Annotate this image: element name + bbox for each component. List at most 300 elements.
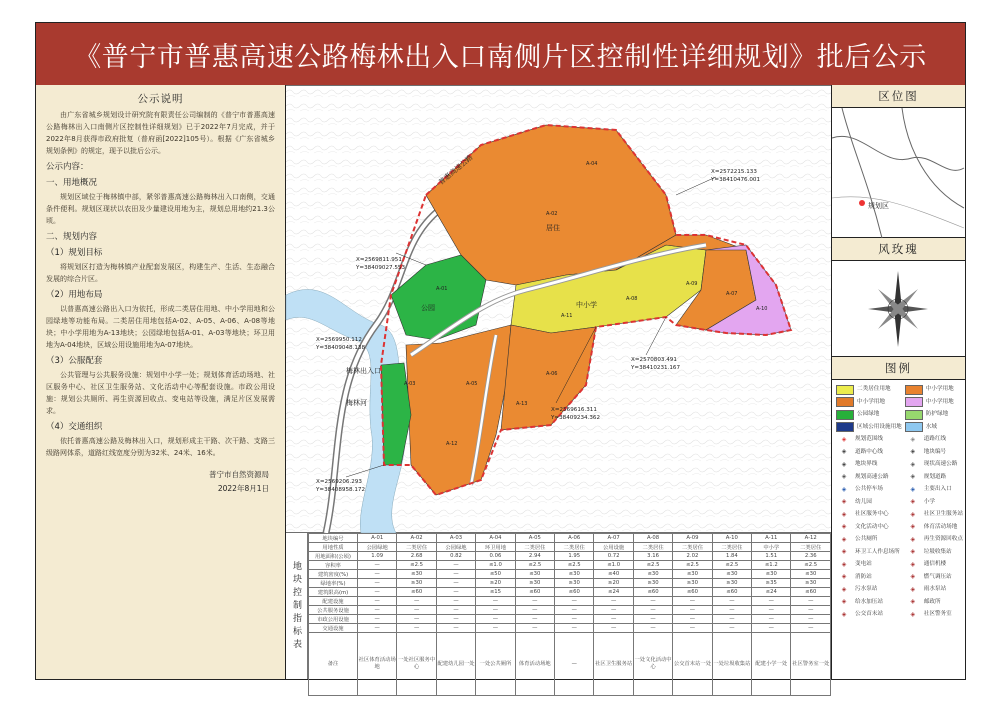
table-cell: 1.51 bbox=[752, 552, 791, 561]
legend-item bbox=[905, 409, 963, 421]
land-use-map-svg bbox=[286, 85, 831, 533]
table-cell: — bbox=[712, 597, 751, 606]
table-cell: — bbox=[633, 597, 672, 606]
legend-item bbox=[905, 484, 963, 496]
legend-item bbox=[836, 547, 902, 559]
legend-item bbox=[905, 422, 963, 434]
legend-label: 中小学用地 bbox=[925, 398, 954, 405]
legend-swatch-icon: ◈ bbox=[841, 523, 847, 531]
legend-item bbox=[836, 484, 902, 496]
legend-label: 二类居住用地 bbox=[857, 386, 891, 392]
table-cell: — bbox=[752, 624, 791, 633]
legend-item bbox=[905, 534, 963, 546]
parcel-code-label: A-04 bbox=[586, 161, 598, 167]
coord-3-x: X=2569950.112 bbox=[316, 337, 362, 343]
legend-grid bbox=[832, 380, 965, 625]
table-cell: — bbox=[633, 615, 672, 624]
table-cell: — bbox=[594, 615, 633, 624]
table-cell: ≤60 bbox=[555, 588, 594, 597]
table-row-label: 建筑密度(%) bbox=[309, 570, 358, 579]
table-cell: ≤2.5 bbox=[791, 561, 831, 570]
table-cell: ≤30 bbox=[633, 570, 672, 579]
table-cell: — bbox=[712, 615, 751, 624]
legend-label: 地块编号 bbox=[923, 448, 947, 455]
section-2-4-heading: （4）交通组织 bbox=[46, 422, 103, 432]
table-cell: ≤60 bbox=[673, 588, 712, 597]
table-cell: ≤2.5 bbox=[673, 561, 712, 570]
table-cell: 一处文化活动中心 bbox=[633, 633, 672, 696]
table-cell: 一处社区服务中心 bbox=[397, 633, 436, 696]
parcel-code-label: A-01 bbox=[436, 286, 448, 292]
legend-swatch-icon: ◈ bbox=[841, 548, 847, 556]
coord-5-x: X=2570803.491 bbox=[631, 357, 677, 363]
legend-label: 垃圾收集站 bbox=[923, 548, 952, 555]
legend-item bbox=[905, 559, 963, 571]
windrose-icon bbox=[868, 271, 928, 347]
section-2-2-heading: （2）用地布局 bbox=[46, 290, 103, 300]
table-cell: — bbox=[358, 570, 397, 579]
legend-label: 污水泵站 bbox=[855, 586, 878, 592]
map-label-residential: 居住 bbox=[546, 224, 560, 232]
table-cell: — bbox=[515, 615, 554, 624]
table-cell: — bbox=[791, 615, 831, 624]
side-panel bbox=[831, 85, 965, 679]
table-cell: — bbox=[358, 588, 397, 597]
table-cell: — bbox=[515, 597, 554, 606]
legend-swatch-icon: ◈ bbox=[841, 485, 847, 493]
table-cell: — bbox=[358, 624, 397, 633]
table-cell: 二类居住 bbox=[791, 543, 831, 552]
table-cell: — bbox=[436, 570, 475, 579]
parcel-code-label: A-08 bbox=[626, 296, 638, 302]
legend-swatch-icon bbox=[836, 385, 854, 395]
table-row bbox=[309, 615, 831, 624]
table-cell: ≤2.5 bbox=[712, 561, 751, 570]
legend-swatch-icon: ◈ bbox=[910, 573, 916, 581]
location-marker-label: 规划区 bbox=[868, 202, 889, 210]
table-cell: 2.36 bbox=[791, 552, 831, 561]
legend-swatch-icon: ◈ bbox=[910, 598, 916, 606]
table-cell: 3.16 bbox=[633, 552, 672, 561]
table-cell: 配建幼儿园一处 bbox=[436, 633, 475, 696]
table-cell: ≤2.5 bbox=[515, 561, 554, 570]
poster-frame bbox=[35, 22, 966, 680]
parcel-code-label: A-12 bbox=[446, 441, 458, 447]
table-row-label: 交通设施 bbox=[309, 624, 358, 633]
table-cell: A-01 bbox=[358, 534, 397, 543]
table-cell: 二类居住 bbox=[633, 543, 672, 552]
map-label-exit: 梅林出入口 bbox=[346, 367, 381, 375]
section-2-1-heading: （1）规划目标 bbox=[46, 248, 103, 258]
legend-swatch-icon: ◈ bbox=[841, 448, 847, 456]
legend-label: 地块界线 bbox=[855, 461, 878, 467]
land-use-map bbox=[286, 85, 831, 533]
legend-swatch-icon: ◈ bbox=[841, 585, 847, 593]
table-cell: ≤30 bbox=[673, 570, 712, 579]
legend-label: 公交首末站 bbox=[855, 611, 883, 617]
legend-item bbox=[905, 522, 963, 534]
page-title: 《普宁市普惠高速公路梅林出入口南侧片区控制性详细规划》批后公示 bbox=[36, 23, 965, 86]
legend-swatch-icon: ◈ bbox=[910, 498, 916, 506]
table-cell: ≥30 bbox=[712, 579, 751, 588]
table-cell: 二类居住 bbox=[555, 543, 594, 552]
table-cell: — bbox=[358, 561, 397, 570]
legend-swatch-icon bbox=[836, 410, 854, 420]
table-row-label: 配建设施 bbox=[309, 597, 358, 606]
legend bbox=[832, 380, 965, 680]
legend-swatch-icon: ◈ bbox=[910, 448, 916, 456]
notice-content-label: 公示内容： bbox=[46, 162, 89, 172]
table-cell: ≤1.0 bbox=[476, 561, 515, 570]
legend-label: 现状高速公路 bbox=[923, 461, 958, 467]
table-cell: — bbox=[752, 615, 791, 624]
table-row-label: 用地性质 bbox=[309, 543, 358, 552]
legend-swatch-icon: ◈ bbox=[841, 435, 847, 443]
legend-item bbox=[905, 584, 963, 596]
table-cell: ≥35 bbox=[752, 579, 791, 588]
legend-item bbox=[836, 609, 902, 621]
table-cell: A-12 bbox=[791, 534, 831, 543]
table-row bbox=[309, 552, 831, 561]
table-row-label: 用地面积(公顷) bbox=[309, 552, 358, 561]
table-cell: — bbox=[515, 606, 554, 615]
table-cell: ≤15 bbox=[476, 588, 515, 597]
table-cell: — bbox=[515, 624, 554, 633]
section-1-text: 规划区域位于梅林镇中部，紧邻普惠高速公路梅林出入口南侧，交通条件便利。规划区现状以农田及少量建设用地为主，规划总用地约21.3公顷。 bbox=[46, 193, 275, 225]
coord-1-x: X=2572215.133 bbox=[711, 169, 757, 175]
legend-swatch-icon: ◈ bbox=[910, 473, 916, 481]
table-cell: ≤24 bbox=[594, 588, 633, 597]
table-cell: ≤2.5 bbox=[555, 561, 594, 570]
legend-heading: 图例 bbox=[832, 357, 965, 380]
table-cell: ≥30 bbox=[397, 579, 436, 588]
parcel-code-label: A-09 bbox=[686, 281, 698, 287]
legend-item bbox=[905, 447, 963, 459]
table-row bbox=[309, 543, 831, 552]
table-cell: 社区体育活动场地 bbox=[358, 633, 397, 696]
table-cell: — bbox=[397, 624, 436, 633]
table-cell: — bbox=[673, 597, 712, 606]
section-2-3-heading: （3）公服配套 bbox=[46, 356, 103, 366]
table-cell: 二类居住 bbox=[712, 543, 751, 552]
signature-date: 2022年8月1日 bbox=[217, 484, 269, 493]
table-cell: ≥20 bbox=[594, 579, 633, 588]
table-cell: — bbox=[436, 615, 475, 624]
table-cell: 中小学 bbox=[752, 543, 791, 552]
table-cell: A-07 bbox=[594, 534, 633, 543]
parcel-code-label: A-07 bbox=[726, 291, 738, 297]
table-cell: 二类居住 bbox=[673, 543, 712, 552]
table-cell: ≤2.5 bbox=[633, 561, 672, 570]
table-row bbox=[309, 597, 831, 606]
legend-item bbox=[905, 459, 963, 471]
table-cell: A-04 bbox=[476, 534, 515, 543]
legend-swatch-icon bbox=[836, 422, 854, 432]
table-cell: 体育活动场地 bbox=[515, 633, 554, 696]
table-cell: ≤60 bbox=[397, 588, 436, 597]
legend-item bbox=[836, 522, 902, 534]
legend-item bbox=[905, 572, 963, 584]
table-cell: — bbox=[791, 624, 831, 633]
legend-swatch-icon: ◈ bbox=[910, 560, 916, 568]
table-cell: ≤50 bbox=[476, 570, 515, 579]
table-cell: — bbox=[633, 624, 672, 633]
legend-label: 再生资源回收点 bbox=[923, 536, 963, 542]
table-row bbox=[309, 606, 831, 615]
legend-swatch-icon: ◈ bbox=[910, 535, 916, 543]
table-cell: ≥20 bbox=[476, 579, 515, 588]
table-cell: — bbox=[594, 597, 633, 606]
legend-label: 公园绿地 bbox=[857, 411, 880, 417]
legend-item bbox=[836, 434, 902, 446]
table-cell: ≥30 bbox=[673, 579, 712, 588]
map-label-park: 公园 bbox=[421, 304, 435, 312]
table-cell: 环卫用地 bbox=[476, 543, 515, 552]
table-cell: 社区警务室一处 bbox=[791, 633, 831, 696]
table-cell: — bbox=[358, 579, 397, 588]
table-row-label: 市政公用设施 bbox=[309, 615, 358, 624]
legend-swatch-icon: ◈ bbox=[910, 610, 916, 618]
section-2-heading: 二、规划内容 bbox=[46, 232, 98, 242]
table-cell: 一处公共厕所 bbox=[476, 633, 515, 696]
section-2-1-text: 将规划区打造为梅林镇产业配套发展区，构建生产、生活、生态融合发展的综合片区。 bbox=[46, 263, 275, 283]
legend-swatch-icon: ◈ bbox=[910, 510, 916, 518]
legend-swatch-icon bbox=[905, 422, 923, 432]
legend-label: 社区警务室 bbox=[923, 611, 952, 617]
table-cell: — bbox=[436, 588, 475, 597]
table-cell: — bbox=[555, 606, 594, 615]
table-cell: ≤60 bbox=[712, 588, 751, 597]
coord-2-y: Y=38409027.553 bbox=[356, 265, 406, 271]
section-2-4-text: 依托普惠高速公路及梅林出入口，规划形成主干路、次干路、支路三级路网体系，道路红线宽度分别为32米、24米、16米。 bbox=[46, 437, 275, 457]
legend-item bbox=[836, 597, 902, 609]
table-cell: 2.02 bbox=[673, 552, 712, 561]
legend-item bbox=[836, 422, 902, 434]
map-label-highway: 普惠高速公路 bbox=[437, 153, 475, 187]
table-cell: ≥30 bbox=[633, 579, 672, 588]
legend-swatch-icon bbox=[905, 385, 923, 395]
legend-label: 雨水泵站 bbox=[923, 586, 947, 592]
table-cell: — bbox=[436, 561, 475, 570]
legend-swatch-icon bbox=[836, 397, 854, 407]
location-map bbox=[832, 108, 965, 238]
table-cell: — bbox=[476, 606, 515, 615]
legend-item bbox=[905, 384, 963, 396]
location-heading: 区位图 bbox=[832, 85, 965, 108]
legend-item bbox=[836, 534, 902, 546]
legend-label: 体育活动场地 bbox=[923, 523, 958, 530]
legend-item bbox=[905, 609, 963, 621]
table-cell: 公园绿地 bbox=[436, 543, 475, 552]
table-cell: — bbox=[712, 624, 751, 633]
legend-swatch-icon: ◈ bbox=[841, 535, 847, 543]
legend-swatch-icon: ◈ bbox=[841, 473, 847, 481]
table-cell: — bbox=[712, 606, 751, 615]
table-row bbox=[309, 579, 831, 588]
table-cell: 1.09 bbox=[358, 552, 397, 561]
legend-label: 消防站 bbox=[855, 573, 872, 580]
legend-item bbox=[905, 509, 963, 521]
parcel-code-label: A-02 bbox=[546, 211, 558, 217]
coord-1-y: Y=38410476.001 bbox=[711, 177, 761, 183]
table-cell: — bbox=[673, 606, 712, 615]
table-cell: ≤30 bbox=[752, 570, 791, 579]
legend-item bbox=[905, 547, 963, 559]
section-2-3-text: 公共管理与公共服务设施：规划中小学一处；规划体育活动场地、社区服务中心、社区卫生服务站、文化活动中心等配套设施。市政公用设施：规划公共厕所、再生资源回收点、变电站等设施，满足片区发展需求。 bbox=[46, 371, 275, 415]
table-row-label: 容积率 bbox=[309, 561, 358, 570]
table-cell: — bbox=[476, 597, 515, 606]
legend-label: 规划道路 bbox=[923, 473, 947, 480]
windrose-heading: 风玫瑰 bbox=[832, 238, 965, 261]
table-row bbox=[309, 561, 831, 570]
legend-swatch-icon bbox=[905, 397, 923, 407]
table-cell: — bbox=[633, 606, 672, 615]
table-cell: ≤60 bbox=[791, 588, 831, 597]
legend-swatch-icon bbox=[905, 410, 923, 420]
legend-label: 区域公用设施用地 bbox=[857, 423, 902, 430]
table-cell: 社区卫生服务站 bbox=[594, 633, 633, 696]
legend-item bbox=[905, 597, 963, 609]
table-cell: ≤30 bbox=[791, 570, 831, 579]
legend-label: 小学 bbox=[923, 498, 935, 505]
legend-item bbox=[836, 472, 902, 484]
notice-panel bbox=[36, 85, 286, 679]
table-cell: A-08 bbox=[633, 534, 672, 543]
table-cell: — bbox=[555, 615, 594, 624]
parcel-code-label: A-05 bbox=[466, 381, 478, 387]
legend-item bbox=[836, 584, 902, 596]
legend-label: 燃气调压站 bbox=[923, 573, 952, 580]
table-cell: — bbox=[555, 624, 594, 633]
table-cell: 0.72 bbox=[594, 552, 633, 561]
legend-swatch-icon: ◈ bbox=[910, 585, 916, 593]
table-cell: — bbox=[555, 597, 594, 606]
table-cell: — bbox=[358, 615, 397, 624]
table-cell: ≤30 bbox=[712, 570, 751, 579]
table-cell: 2.68 bbox=[397, 552, 436, 561]
signature-org: 普宁市自然资源局 bbox=[209, 470, 269, 479]
windrose-svg bbox=[832, 261, 964, 357]
legend-swatch-icon: ◈ bbox=[910, 435, 916, 443]
section-2-2-text: 以普惠高速公路出入口为依托，形成二类居住用地、中小学用地和公园绿地等功能布局。二类居住用地包括A-02、A-05、A-06、A-08等地块；中小学用地为A-13地块；公园绿地包括A-01、A-03等地块；环卫用地为A-04地块，区域公用设施用地为A-07地块。 bbox=[46, 305, 275, 349]
control-index-table bbox=[286, 533, 831, 679]
table-cell: ≤40 bbox=[594, 570, 633, 579]
legend-swatch-icon: ◈ bbox=[841, 560, 847, 568]
table-cell: — bbox=[397, 597, 436, 606]
table-vertical-title: 地块控制指标表 bbox=[286, 533, 308, 679]
table-row-label: 地块编号 bbox=[309, 534, 358, 543]
table-cell: — bbox=[673, 615, 712, 624]
legend-item bbox=[905, 434, 963, 446]
table-row-label: 建筑限高(m) bbox=[309, 588, 358, 597]
parcel-code-label: A-13 bbox=[516, 401, 528, 407]
coord-6-x: X=2569206.293 bbox=[316, 479, 362, 485]
legend-swatch-icon: ◈ bbox=[841, 598, 847, 606]
section-1-heading: 一、用地概况 bbox=[46, 178, 98, 188]
table-cell: ≤30 bbox=[515, 570, 554, 579]
legend-label: 道路红线 bbox=[923, 436, 947, 442]
table-cell: A-10 bbox=[712, 534, 751, 543]
table-cell: — bbox=[397, 615, 436, 624]
table-row bbox=[309, 588, 831, 597]
legend-swatch-icon: ◈ bbox=[910, 485, 916, 493]
legend-label: 邮政所 bbox=[923, 598, 941, 605]
legend-label: 通信机楼 bbox=[923, 561, 947, 567]
table-cell: A-06 bbox=[555, 534, 594, 543]
legend-label: 中小学用地 bbox=[925, 386, 954, 392]
legend-item bbox=[905, 497, 963, 509]
legend-item bbox=[836, 497, 902, 509]
table-cell: — bbox=[358, 606, 397, 615]
parcel-code-label: A-03 bbox=[404, 381, 416, 387]
parcel-code-label: A-10 bbox=[756, 306, 768, 312]
table-cell: — bbox=[594, 606, 633, 615]
table-cell: — bbox=[791, 597, 831, 606]
table-cell: ≤24 bbox=[752, 588, 791, 597]
legend-item bbox=[836, 447, 902, 459]
legend-label: 环卫工人作息场所 bbox=[855, 548, 900, 555]
table-cell: ≤30 bbox=[555, 570, 594, 579]
coord-4-x: X=2569616.311 bbox=[551, 407, 597, 413]
legend-label: 社区服务中心 bbox=[855, 511, 889, 517]
table-cell: — bbox=[397, 606, 436, 615]
table-row-label: 备注 bbox=[309, 633, 358, 696]
table-row-label: 公共服务设施 bbox=[309, 606, 358, 615]
coord-6-y: Y=38408958.172 bbox=[316, 487, 366, 493]
legend-item bbox=[836, 572, 902, 584]
table-cell: 1.84 bbox=[712, 552, 751, 561]
table-cell: — bbox=[594, 624, 633, 633]
table-cell: — bbox=[791, 606, 831, 615]
legend-swatch-icon: ◈ bbox=[841, 498, 847, 506]
legend-label: 主要出入口 bbox=[923, 486, 952, 492]
legend-label: 文化活动中心 bbox=[855, 523, 889, 530]
legend-item bbox=[836, 509, 902, 521]
table-row bbox=[309, 570, 831, 579]
table-cell: ≤1.0 bbox=[594, 561, 633, 570]
table-cell: — bbox=[436, 606, 475, 615]
table-cell: A-09 bbox=[673, 534, 712, 543]
table-cell: 二类居住 bbox=[515, 543, 554, 552]
coord-4-y: Y=38409234.362 bbox=[551, 415, 601, 421]
windrose bbox=[832, 261, 965, 357]
coord-2-x: X=2569811.951 bbox=[356, 257, 402, 263]
legend-item bbox=[836, 409, 902, 421]
table-row bbox=[309, 633, 831, 696]
table-cell: — bbox=[752, 606, 791, 615]
parcel-code-label: A-06 bbox=[546, 371, 558, 377]
table-cell: 配建小学一处 bbox=[752, 633, 791, 696]
parcel-code-label: A-11 bbox=[561, 313, 573, 319]
legend-label: 道路中心线 bbox=[855, 448, 883, 455]
legend-swatch-icon: ◈ bbox=[841, 610, 847, 618]
table-row-label: 绿地率(%) bbox=[309, 579, 358, 588]
map-label-school: 中小学 bbox=[576, 301, 597, 309]
control-table bbox=[308, 533, 831, 696]
table-cell: 二类居住 bbox=[397, 543, 436, 552]
table-cell: A-03 bbox=[436, 534, 475, 543]
table-cell: ≤2.5 bbox=[397, 561, 436, 570]
table-cell: ≥30 bbox=[555, 579, 594, 588]
table-cell: — bbox=[555, 633, 594, 696]
table-cell: 公园绿地 bbox=[358, 543, 397, 552]
table-cell: 一处垃圾收集站 bbox=[712, 633, 751, 696]
table-cell: — bbox=[358, 597, 397, 606]
map-label-river: 梅林河 bbox=[346, 399, 367, 407]
table-cell: ≤60 bbox=[633, 588, 672, 597]
legend-item bbox=[836, 559, 902, 571]
coord-3-y: Y=38409048.138 bbox=[316, 345, 366, 351]
